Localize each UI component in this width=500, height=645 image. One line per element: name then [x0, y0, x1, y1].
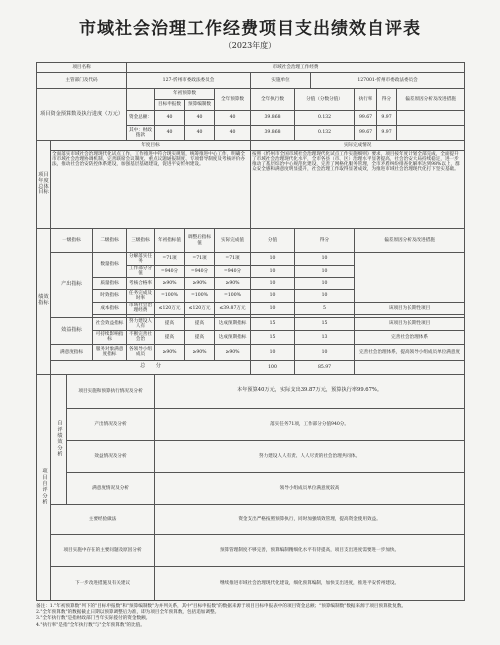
analysis-item-label: 满意度情况及分析	[67, 472, 155, 504]
level2-header: 二级指标	[93, 229, 127, 253]
funds-exec: 39.868	[251, 111, 295, 126]
full-year-budget-header: 全年预算数	[215, 89, 251, 111]
indicator-adjusted: 提高	[185, 318, 215, 331]
analysis-item-label: 效益情况及分析	[67, 440, 155, 472]
funds-full-budget: 40	[215, 126, 251, 141]
problems-text: 预算管理制度不够完善，预算编制精细化水平有待提高，项目支出进度需要进一步加快。	[155, 534, 465, 566]
annual-value-header: 年初指标值	[155, 229, 185, 253]
indicator-note: 该项目为长期性项目	[355, 318, 465, 331]
funds-prep: 40	[185, 111, 215, 126]
target-budget-header: 目标申报数	[155, 100, 185, 111]
indicators-label: 绩效指标	[37, 229, 51, 375]
indicator-weight: 10	[251, 278, 295, 290]
indicator-adjusted: =71项	[185, 253, 215, 266]
analysis-item-text: 努力建设人人有责、人人尽责的社会治理共同体。	[155, 440, 465, 472]
deviation-header: 偏差原因分析及改进措施	[355, 229, 465, 253]
indicator-annual: =71项	[155, 253, 185, 266]
indicator-score: 13	[295, 330, 355, 344]
indicator-actual: =71项	[215, 253, 251, 266]
indicator-annual: =100%	[155, 290, 185, 303]
indicator-score: 10	[295, 290, 355, 303]
funds-rate: 99.67	[355, 126, 377, 141]
budget-prep-header: 预算编制数	[185, 100, 215, 111]
evaluation-table	[36, 62, 465, 601]
indicator-note: 该项目为长期性项目	[355, 302, 465, 315]
indicator-annual: ≤120万元	[155, 302, 185, 315]
dept-label: 主管部门及代码	[37, 73, 127, 89]
indicator-adjusted: 提高	[185, 330, 215, 344]
indicator-weight: 15	[251, 330, 295, 344]
funds-target: 40	[155, 126, 185, 141]
exec-rate-header: 执行率	[355, 89, 377, 111]
total-note	[355, 360, 465, 374]
indicator-score: 10	[295, 253, 355, 266]
indicator-adjusted: ≥90%	[185, 278, 215, 290]
analysis-item-label: 产出情况及分析	[67, 408, 155, 440]
indicator-name: 任务完成及时率	[127, 290, 155, 303]
self-eval-label: 自评绩效分析	[51, 374, 67, 504]
weight-header: 分值（分数分值）	[295, 89, 355, 111]
report-year: （2023年度）	[223, 41, 277, 50]
funds-label: 项目资金预算数及执行进度（万元）	[37, 89, 127, 141]
indicator-annual: ≥90%	[155, 344, 185, 360]
experience-text: 资金支出严格按照预算执行，同时加强绩效管理，提高资金使用效益。	[155, 504, 465, 534]
indicator-weight: 10	[251, 253, 295, 266]
level2-cell: 成本指标	[93, 302, 127, 315]
score-header: 得分	[295, 229, 355, 253]
indicator-annual: ≥90%	[155, 278, 185, 290]
actual-goal-header: 实际完成情况	[251, 141, 465, 151]
annual-goal-text: 全面落实市域社会治理现代化试点工作，工作推进中符合现实规划，统筹推进中心工作，明确全市市域社会治理协调机制，完善联席会议制度、重点议题通报制度、专项督导制度及考核评价办法，推动社会治安防控体系建设，加强基层基础建设，促进平安忻州建设。	[51, 151, 251, 229]
funds-row-label: 其中：财政拨款	[127, 126, 155, 141]
indicator-annual: 提高	[155, 330, 185, 344]
level1-cell: 满意度指标	[51, 344, 93, 360]
total-label: 总 分	[51, 360, 251, 374]
footnote-item: 3."全年执行数"是指财政部门当年实际拨付的资金数额。	[36, 616, 151, 622]
weight-header: 分值	[251, 229, 295, 253]
indicator-adjusted: ≥90%	[185, 344, 215, 360]
indicator-name: 不断完善社会治	[127, 330, 155, 344]
funds-deviation	[397, 111, 465, 126]
analysis-item-text: 本年预算40万元，实际支出39.87万元，预算执行率99.67%。	[155, 374, 465, 408]
analysis-item-label: 项目实施和预算执行情况及分析	[67, 374, 155, 408]
indicator-actual: =100%	[215, 290, 251, 303]
unit-value: 127001-忻州市委政法委员会	[311, 73, 465, 89]
problems-label: 项目实施中存在的主要问题及原因分析	[51, 534, 155, 566]
funds-empty-header	[127, 89, 155, 111]
experience-label: 主要经验做法	[51, 504, 155, 534]
funds-deviation-header: 偏差原因分析及改进措施	[397, 89, 465, 111]
indicator-adjusted: =940分	[185, 265, 215, 278]
indicator-actual: ≤39.87万元	[215, 302, 251, 315]
funds-score: 9.97	[377, 126, 397, 141]
funds-weight: 0.132	[295, 111, 355, 126]
improvement-label: 下一步改进措施及有关建议	[51, 566, 155, 600]
total-weight: 100	[251, 360, 295, 374]
level2-cell: 质量指标	[93, 278, 127, 290]
project-name-label: 项目名称	[37, 63, 127, 73]
indicator-actual: 达成预期指标	[215, 318, 251, 331]
indicator-adjusted: =100%	[185, 290, 215, 303]
indicator-score: 5	[295, 302, 355, 315]
score-header: 得分	[377, 89, 397, 111]
funds-prep: 40	[185, 126, 215, 141]
indicator-name: 努力建设人人有	[127, 318, 155, 331]
indicator-weight: 10	[251, 290, 295, 303]
indicator-name: 分解落实任务	[127, 253, 155, 266]
funds-exec: 39.868	[251, 126, 295, 141]
level2-cell: 数量指标	[93, 253, 127, 278]
full-year-exec-header: 全年执行数	[251, 89, 295, 111]
indicator-weight: 10	[251, 344, 295, 360]
indicator-name: 考核合格率	[127, 278, 155, 290]
indicator-name: 工作部分分值	[127, 265, 155, 278]
page-title: 市域社会治理工作经费项目支出绩效自评表	[79, 19, 421, 39]
indicator-score: 10	[295, 265, 355, 278]
annual-budget-header: 年初预算数	[155, 89, 215, 100]
level2-cell: 服务对象满意度指标	[93, 344, 127, 360]
actual-goal-text: 按照《忻州市全国市域社会治理现代化试点工作实施细则》要求，项目按年度计划全部完成，全面提升了市域社会治理现代化水平，全市各县（市、区）治理水平显著提高，社会治安大局持续稳定，进一步推动了基层综治中心规范化建设，完善了网格化服务管理，全市矛盾纠纷排查化解率达到98%以上，群众安全感和满意度明显提升，社会治理工作取得显著成效，为推进市域社会治理现代化打下坚实基础。	[251, 151, 465, 229]
goal-label: 项目年度总体目标	[37, 141, 51, 229]
funds-full-budget: 40	[215, 111, 251, 126]
indicator-weight: 10	[251, 302, 295, 315]
indicator-adjusted: ≤120万元	[185, 302, 215, 315]
funds-score: 9.97	[377, 111, 397, 126]
analysis-item-text: 领导小组成员单位满意度较高	[155, 472, 465, 504]
indicator-note: 完善社会治理体系，提高领导小组成员单位满意度	[355, 344, 465, 360]
indicator-name: 各领导小组成员	[127, 344, 155, 360]
indicator-actual: =940分	[215, 265, 251, 278]
funds-target: 40	[155, 111, 185, 126]
funds-row-label: 资金总额：	[127, 111, 155, 126]
total-score: 85.97	[295, 360, 355, 374]
footnote-item: 备注：1."年初预算数"列下的"目标申报数"和"预算编制数"为并列关系，其中"目标申报数"的数据来源于项目目标申报表中的项目资金总额；"预算编制数"数据来源于项目预算批复数。	[36, 604, 407, 609]
footnotes	[36, 604, 464, 629]
project-name-value: 市域社会治理工作经费	[127, 63, 465, 73]
actual-value-header: 实际完成值	[215, 229, 251, 253]
indicator-actual: ≥90%	[215, 278, 251, 290]
annual-goal-header: 年度目标	[51, 141, 251, 151]
indicator-score: 15	[295, 318, 355, 331]
footnote-item: 4."执行率"是指"全年执行数"与"全年预算数"的比值。	[36, 622, 145, 628]
indicator-actual: 达成预期指标	[215, 330, 251, 344]
indicator-name: 市域社会治理经费	[127, 302, 155, 315]
unit-label: 实施单位	[251, 73, 311, 89]
funds-deviation	[397, 126, 465, 141]
indicator-annual: 提高	[155, 318, 185, 331]
indicator-score: 10	[295, 344, 355, 360]
level2-cell: 时效指标	[93, 290, 127, 303]
indicator-note: 完善社会治理体系	[355, 330, 465, 344]
level1-cell: 效益指标	[51, 318, 93, 345]
level1-cell: 产出指标	[51, 253, 93, 318]
indicator-weight: 10	[251, 265, 295, 278]
footnote-item: 2."全年预算数"的数据截止日期以预算调整后为准，即为项目全年预算数，包括追加调整。	[36, 610, 220, 616]
adjusted-value-header: 调整后指标值	[185, 229, 215, 253]
indicator-weight: 15	[251, 318, 295, 331]
indicator-annual: =940分	[155, 265, 185, 278]
funds-weight: 0.132	[295, 126, 355, 141]
level1-header: 一级指标	[51, 229, 93, 253]
funds-rate: 99.67	[355, 111, 377, 126]
indicator-note	[355, 253, 465, 303]
improvement-text: 继续推进市域社会治理现代化建设，细化预算编制，加快支出进度，推进平安忻州建设。	[155, 566, 465, 600]
dept-value: 127-忻州市委政法委员会	[127, 73, 251, 89]
indicator-actual: ≥90%	[215, 344, 251, 360]
analysis-item-text: 落实任务71项，工作部分分值940分。	[155, 408, 465, 440]
level2-cell: 可持续影响指标	[93, 330, 127, 344]
indicator-score: 10	[295, 278, 355, 290]
level3-header: 三级指标	[127, 229, 155, 253]
level2-cell: 社会效益指标	[93, 318, 127, 331]
analysis-label: 项目自评分析	[37, 374, 51, 600]
